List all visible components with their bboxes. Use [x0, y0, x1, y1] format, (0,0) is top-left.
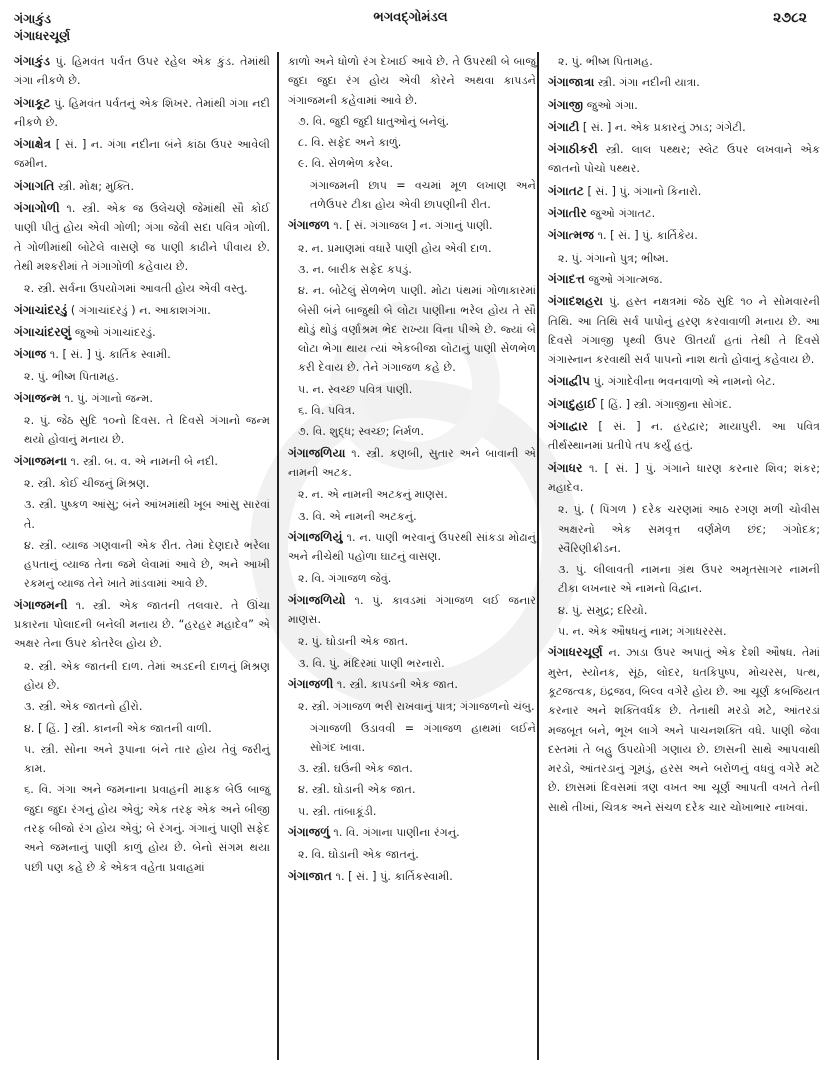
headword: ગંગાદુહાઈ	[548, 396, 597, 411]
dictionary-entry	[548, 292, 820, 369]
definition-text: સ્ત્રી. લાલ પથ્થર; સ્લેટ ઉપર લખવાને એક જાતનો પોચો પથ્થર.	[548, 143, 820, 176]
sense-definition: ૨. સ્ત્રી. એક જાતની દાળ. તેમાં અડદની દાળનું મિશ્રણ હોય છે.	[24, 659, 270, 692]
sense-definition: ૨. ન. એ નામની અટકનું માણસ.	[298, 488, 448, 502]
dictionary-entry	[288, 444, 536, 483]
definition-text: પું. હસ્ત નક્ષત્રમાં જેઠ સુદિ ૧૦ ને સોમવારની તિથિ. આ તિથિ સર્વ પાપોનું હરણ કરવાવાળી મનાય છે. આ દિવસે ગંગાજી પૃથ્વી ઉપર ઊતર્યાં હતાં તેથી તે દિવસે ગંગાસ્નાન કરવાથી સર્વ પાપનો નાશ થતો હોવાનું કહેવાય છે.	[548, 295, 820, 367]
dictionary-entry	[14, 177, 270, 196]
column-2	[284, 52, 542, 1068]
dictionary-entry	[14, 301, 270, 320]
headword: ગંગાદશહરા	[548, 294, 603, 309]
sense-definition: ૨. સ્ત્રી. સર્વના ઉપયોગમાં આવતી હોય એવી વસ્તુ.	[24, 282, 248, 296]
sense-definition: ૩. સ્ત્રી. પુષ્કળ આંસુ; બંને આંખમાંથી ખૂબ આંસુ સારવાં તે.	[24, 498, 270, 531]
sense-definition: ૨. ન. પ્રમાણમાં વધારે પાણી હોય એવી દાળ.	[298, 241, 492, 255]
definition-text: ૧. સ્ત્રી. કણબી, સુતાર અને બાવાની એ નામની અટક.	[288, 446, 536, 479]
headword: ગંગાચાંદરણું	[14, 324, 72, 339]
definition-text: ૧. [ સં. ] પું. કાર્તિક સ્વામી.	[46, 348, 171, 362]
headword: ગંગાજી	[548, 97, 584, 112]
dictionary-entry	[548, 270, 820, 289]
headword: ગંગાજળિયું	[288, 529, 343, 544]
sense-definition: ૫. ન. એક ઔષધનું નામ; ગંગાધરરસ.	[558, 625, 727, 639]
dictionary-entry	[548, 204, 820, 223]
headword: ગંગાકૂટ	[14, 95, 51, 110]
headword: ગંગાધરચૂર્ણ	[548, 645, 603, 660]
dictionary-entry	[14, 52, 270, 91]
definition-text: જુઓ ગંગાત્મજ.	[584, 272, 663, 286]
headword: ગંગાગતિ	[14, 178, 55, 193]
headword: ગંગાત્મજ	[548, 228, 595, 243]
dictionary-entry	[288, 823, 536, 842]
dictionary-entry	[14, 94, 270, 133]
definition-text: ૧. સ્ત્રી. બ. વ. એ નામની બે નદી.	[66, 454, 218, 468]
sense-definition: ૨. સ્ત્રી. ગંગાજળ ભરી રાખવાનું પાત્ર; ગંગાજળનો ચંબુ.	[298, 700, 535, 714]
sense-definition: ૨. વિ. ગંગાજળ જેવું.	[298, 572, 392, 586]
definition-text: [ સં. ] પું. ગંગાનો કિનારો.	[583, 184, 702, 198]
column-divider	[277, 52, 279, 1060]
headword: ગંગાતટ	[548, 183, 584, 198]
sense-definition: ૩. વિ. એ નામની અટકનું.	[298, 509, 417, 523]
sense-definition: ૪. પું. સમુદ્ર; દરિયો.	[558, 603, 648, 617]
definition-text: ન. ઝાડા ઉપર અપાતું એક દેશી ઔષધ. તેમાં મુસ્ત, સ્યોનક, સૂંઠ, લોદર, ધતકિપુષ્પ, મોચરસ, પત્થ, કૂટજત્વક, ઇંદ્રજવ, બિલ્વ વગેરે હોય છે. આ ચૂર્ણ કબજિયત કરનાર અને શક્તિવર્ધક છે. તેનાથી મરડો મટે, આંતરડાં મજબૂત બને, ભૂખ લાગે અને પાચનશક્તિ વધે. પાણી જેવા દસ્તમાં તે બહુ ઉપયોગી ગણાય છે. છાસની સાથે આપવાથી મરડો, આંતરડાનું ગૂમડું, હરસ અને બરોળનું વધવું વગેરે મટે છે. છાસમાં દિવસમાં ત્રણ વખત આ ચૂર્ણ આપતી વખતે તેની સાથે તીખાં, ચિત્રક અને સંચળ દરેક ચાર ચોખાભાર નાખવાં.	[548, 646, 820, 814]
headword: ગંગાઠીકરી	[548, 142, 598, 157]
dictionary-entry	[548, 643, 820, 817]
headword: ગંગાજ	[14, 347, 47, 362]
headword: ગંગાચાંદરડું	[14, 302, 68, 317]
dictionary-entry	[548, 96, 820, 115]
sense-definition: ૬. વિ. ગંગા અને જમનાના પ્રવાહની માફક બેઉ બાજુ જુદા જુદા રંગનું હોય એવું; એક તરફ એક અને બીજી તરફ બીજો રંગ હોય એવું; બે રંગનું. ગંગાનું પાણી સફેદ અને જમનાનું પાણી કાળું હોય છે. બેનો સંગમ થયા પછી પણ કહે છે કે એકત્ર વહેતા પ્રવાહમાં	[24, 783, 270, 874]
headword: ગંગાતીર	[548, 206, 587, 221]
sense-definition: ૩. પું. લીલાવતી નામના ગ્રંથ ઉપર અમૃતસાગર નામની ટીકા લખનાર એ નામનો વિદ્વાન.	[558, 563, 820, 596]
definition-text: ૧. સ્ત્રી. કાપડની એક જાત.	[333, 677, 458, 691]
headword: ગંગાજમની	[14, 597, 68, 612]
guide-word-first: ગંગાકુંડ	[14, 11, 52, 26]
sense-definition: ૩. સ્ત્રી. એક જાતનો હીરો.	[24, 700, 143, 714]
headword: ગંગાગોળી	[14, 201, 60, 216]
dictionary-entry	[548, 73, 820, 92]
dictionary-entry	[14, 135, 270, 174]
guide-word-last: ગંગાધરચૂર્ણ	[14, 28, 71, 43]
sense-definition: ૩. ન. બારીક સફેદ કપડું.	[298, 262, 412, 276]
definition-text: જુઓ ગંગા.	[583, 98, 638, 112]
dictionary-entry	[288, 591, 536, 630]
idiom-definition: ગંગાજળી ઉડાવવી = ગંગાજળ હાથમાં લઈને સોગંદ ખાવા.	[310, 721, 536, 754]
idiom-definition: ગંગાજમની છાપ = વચમાં મૂળ લખાણ અને તળેઉપર ટીકા હોય એવી છાપણીની રીત.	[310, 178, 536, 212]
sense-definition: ૨. પું. ઘોડાની એક જાત.	[298, 635, 409, 649]
headword: ગંગાજળું	[288, 824, 330, 839]
dictionary-entry	[288, 52, 536, 110]
dictionary-entry	[14, 323, 270, 342]
sense-definition: ૨. સ્ત્રી. કોઈ ચીજનું મિશ્રણ.	[24, 476, 150, 490]
page-header	[14, 10, 807, 50]
headword: ગંગાજન્મ	[14, 390, 62, 405]
headword: ગંગાજળી	[288, 676, 334, 691]
sense-definition: ૪. [ હિં. ] સ્ત્રી. કાનની એક જાતની વાળી.	[24, 721, 212, 735]
dictionary-entry	[548, 372, 820, 391]
definition-text: ૧. પું. ગંગાનો જન્મ.	[61, 391, 153, 405]
dictionary-entry	[14, 596, 270, 654]
column-1	[14, 52, 276, 1068]
headword: ગંગાજમના	[14, 453, 67, 468]
sense-definition: ૨. પું. ભીષ્મ પિતામહ.	[24, 370, 119, 384]
definition-text: પું. હિમવંત પર્વત ઉપર રહેલ એક કુંડ. તેમાંથી ગંગા નીકળે છે.	[14, 55, 270, 88]
headword: ગંગાજળ	[288, 218, 330, 233]
dictionary-entry	[14, 389, 270, 408]
definition-text: [ હિં. ] સ્ત્રી. ગંગાજીના સોગંદ.	[596, 397, 732, 411]
dictionary-entry	[548, 182, 820, 201]
definition-text: ૧. સ્ત્રી. એક જાતની તલવાર. તે ઊંચા પ્રકારના પોલાદની બનેલી મનાય છે. “હરહર મહાદેવ” એ અક્ષર તેના ઉપર કોતરેલ હોય છે.	[14, 598, 270, 651]
dictionary-columns	[14, 52, 820, 1068]
headword: ગંગાજળિયા	[288, 445, 346, 460]
headword: ગંગાજળિયો	[288, 592, 346, 607]
headword: ગંગાધર	[548, 460, 583, 475]
definition-text: જુઓ ગંગાતટ.	[586, 207, 656, 221]
definition-text: ૧. સ્ત્રી. એક જ ઉલેચણે જેમાંથી સૌ કોઈ પાણી પીતું હોય એવી ગોળી; ગંગા જેવી સદા પવિત્ર ગોળી. તે ગોળીમાંથી બોટેલે વાસણે જ પાણી કાઢીને પીવાય છે. તેથી મશ્કરીમાં તે ગંગાગોળી કહેવાય છે.	[14, 202, 270, 273]
headword: ગંગાટી	[548, 119, 580, 134]
definition-text: [ સં. ] ન. ગંગા નદીના બંને કાંઠા ઉપર આવેલી જમીન.	[14, 138, 270, 171]
dictionary-entry	[548, 417, 820, 456]
sense-definition: ૨. વિ. ઘોડાની એક જાતનું.	[298, 848, 419, 862]
dictionary-entry	[288, 216, 536, 235]
dictionary-entry	[14, 345, 270, 364]
sense-definition: ૯. વિ. સેળભેળ કરેલ.	[298, 157, 394, 171]
definition-text: [ સં. ] ન. એક પ્રકારનું ઝાડ; ગંગેટી.	[579, 120, 746, 134]
sense-definition: ૨. પું. ( પિંગળ ) દરેક ચરણમાં આઠ રગણ મળી ચોવીસ અક્ષરનો એક સમવૃત્ત વર્ણમેળ છંદ; ગંગોદક; સ્વૈરિણીક્રીડન.	[558, 503, 820, 555]
definition-text: જુઓ ગંગાચાંદરડું.	[71, 325, 156, 339]
headword: ગંગાદ્વાર	[548, 419, 588, 434]
sense-definition: ૩. વિ. પું. મંદિરમાં પાણી ભરનારો.	[298, 656, 445, 670]
sense-definition: ૪. સ્ત્રી. ઘોડાની એક જાત.	[298, 783, 416, 797]
definition-text: પું. ગંગાદેવીના ભવનવાળો એ નામનો બેટ.	[590, 375, 776, 389]
page-number: ૨૭૮૨	[773, 10, 807, 26]
sense-definition: ૨. પું. ગંગાનો પુત્ર; ભીષ્મ.	[558, 251, 669, 265]
definition-text: ૧. [ સં. ] પું. ગંગાને ધારણ કરનાર શિવ; શંકર; મહાદેવ.	[548, 461, 820, 494]
definition-text: કાળો અને ધોળો રંગ દેખાઈ આવે છે. તે ઉપરથી બે બાજુ જુદા જુદા રંગ હોય એવી કોરને અથવા કાપડને ગંગાજમની કહેવામાં આવે છે.	[288, 55, 536, 107]
headword: ગંગાકુંડ	[14, 54, 51, 68]
definition-text: [ સં. ] ન. હરદ્વાર; માયાપુરી. આ પવિત્ર તીર્થસ્થાનમાં પ્રતીપે તપ કર્યું હતું.	[548, 420, 820, 453]
definition-text: સ્ત્રી. મોક્ષ; મુક્તિ.	[54, 179, 134, 193]
column-3	[544, 52, 825, 1068]
definition-text: ( ગંગાચાંદરડું ) ન. આકાશગંગા.	[67, 303, 211, 317]
definition-text: ૧. વિ. ગંગાના પાણીના રંગનું.	[329, 825, 460, 839]
dictionary-entry	[548, 395, 820, 414]
sense-definition: ૭. વિ. શુદ્ધ; સ્વચ્છ; નિર્મળ.	[298, 425, 424, 439]
sense-definition: ૩. સ્ત્રી. ઘઉંની એક જાત.	[298, 762, 413, 776]
sense-definition: ૫. ન. સ્વચ્છ પવિત્ર પાણી.	[298, 382, 413, 396]
definition-text: ૧. [ સં. ગંગાજલ ] ન. ગંગાનું પાણી.	[329, 219, 493, 233]
dictionary-entry	[14, 199, 270, 276]
dictionary-entry	[288, 528, 536, 567]
dictionary-entry	[288, 867, 536, 886]
sense-definition: ૪. ન. બોટેલું સેળભેળ પાણી. મોટા પંથમાં ગોળાકારમાં બેસી બંને બાજુથી બે લોટા પાણીના ભરેલ હોય તે સૌ થોડું થોડું વર્ણાશ્રમ ભેદ રાખ્યા વિના પીએ છે. જ્યાં બે લોટા ભેગા થાય ત્યાં એકબીજા લોટાનું પાણી સેળભેળ કરી દેવાય છે. તેને ગંગાજળ કહે છે.	[298, 284, 536, 375]
sense-definition: ૭. વિ. જુદી જુદી ધાતુઓનું બનેલું.	[298, 114, 450, 128]
definition-text: પું. હિમવંત પર્વતનું એક શિખર. તેમાંથી ગંગા નદી નીકળે છે.	[14, 96, 270, 129]
sense-definition: ૫. સ્ત્રી. સોના અને રૂપાના બંને તાર હોય તેવું જરીનું કામ.	[24, 742, 270, 776]
definition-text: ૧. [ સં. ] પું. કાર્તિકેય.	[594, 229, 698, 243]
dictionary-entry	[548, 459, 820, 498]
definition-text: ૧. પું. કાવડમાં ગંગાજળ લઈ જનાર માણસ.	[288, 593, 536, 627]
definition-text: ૧. [ સં. ] પું. કાર્તિકસ્વામી.	[331, 869, 453, 883]
dictionary-entry	[14, 452, 270, 471]
definition-text: સ્ત્રી. ગંગા નદીની યાત્રા.	[594, 76, 700, 90]
dictionary-entry	[288, 675, 536, 694]
dictionary-entry	[548, 118, 820, 137]
headword: ગંગાદત્ત	[548, 271, 585, 286]
headword: ગંગાક્ષેત્ર	[14, 137, 52, 152]
sense-definition: ૨. પું. જેઠ સુદિ ૧૦નો દિવસ. તે દિવસે ગંગાનો જન્મ થયો હોવાનું મનાય છે.	[24, 414, 270, 447]
dictionary-entry	[548, 226, 820, 245]
sense-definition: ૬. વિ. પવિત્ર.	[298, 404, 356, 418]
dictionary-title: ભગવદ્ગોમંડલ	[373, 10, 448, 25]
sense-definition: ૨. પું. ભીષ્મ પિતામહ.	[558, 55, 653, 68]
sense-definition: ૫. સ્ત્રી. તાંબાકૂંડી.	[298, 804, 377, 818]
sense-definition: ૪. સ્ત્રી. વ્યાજ ગણવાની એક રીત. તેમાં દેણદારે ભરેલા હપતાનું વ્યાજ તેના જમે લેવામાં આવે છે, અને આખી રકમનું વ્યાજ તેને ખાતે માંડવામાં આવે છે.	[24, 538, 270, 591]
dictionary-entry	[548, 140, 820, 179]
sense-definition: ૮. વિ. સફેદ અને કાળું.	[298, 136, 402, 150]
headword: ગંગાજાત	[288, 868, 332, 883]
headword: ગંગાદ્વીપ	[548, 374, 591, 389]
headword: ગંગાજાત્રા	[548, 75, 595, 90]
definition-text: ૧. ન. પાણી ભરવાનું ઉપરથી સાંકડા મોઢાનું અને નીચેથી પહોળા ઘાટનું વાસણ.	[288, 530, 536, 564]
